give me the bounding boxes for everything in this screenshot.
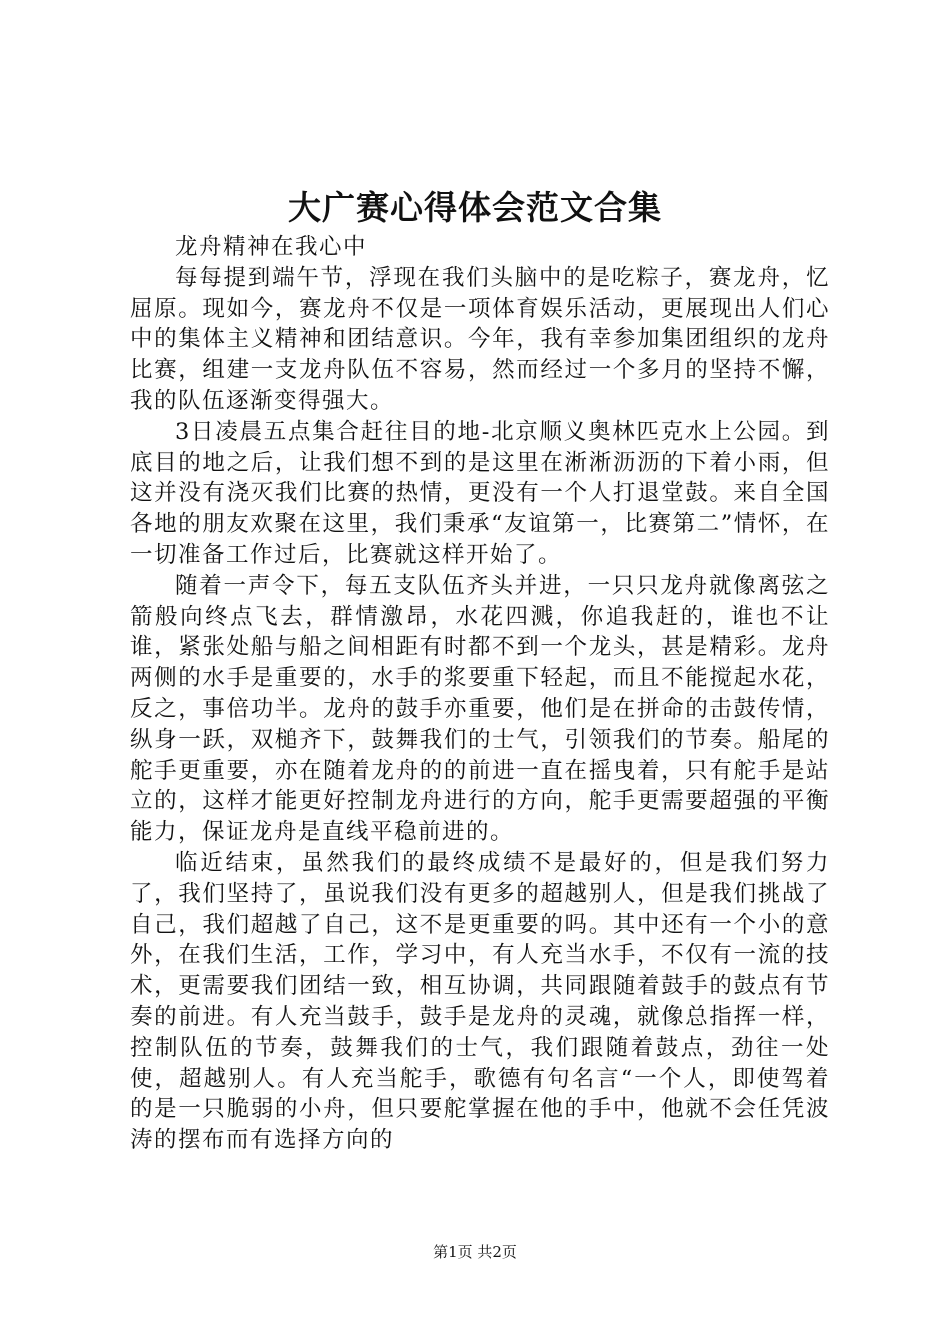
document-body	[130, 232, 830, 1156]
body-paragraph: 临近结束，虽然我们的最终成绩不是最好的，但是我们努力了，我们坚持了，虽说我们没有更多的超越别人，但是我们挑战了自己，我们超越了自己，这不是更重要的吗。其中还有一个小的意外，在我们生活，工作，学习中，有人充当水手，不仅有一流的技术，更需要我们团结一致，相互协调，共同跟随着鼓手的鼓点有节奏的前进。有人充当鼓手，鼓手是龙舟的灵魂，就像总指挥一样，控制队伍的节奏，鼓舞我们的士气，我们跟随着鼓点，劲往一处使，超越别人。有人充当舵手，歌德有句名言“一个人，即使驾着的是一只脆弱的小舟，但只要舵掌握在他的手中，他就不会任凭波涛的摆布而有选择方向的	[130, 849, 830, 1154]
body-paragraph: 每每提到端午节，浮现在我们头脑中的是吃粽子，赛龙舟，忆屈原。现如今，赛龙舟不仅是一项体育娱乐活动，更展现出人们心中的集体主义精神和团结意识。今年，我有幸参加集团组织的龙舟比赛，组建一支龙舟队伍不容易，然而经过一个多月的坚持不懈，我的队伍逐渐变得强大。	[130, 264, 830, 414]
section-heading: 龙舟精神在我心中	[175, 234, 368, 260]
body-paragraph: 3日凌晨五点集合赶往目的地-北京顺义奥林匹克水上公园。到底目的地之后，让我们想不到的是这里在淅淅沥沥的下着小雨，但这并没有浇灭我们比赛的热情，更没有一个人打退堂鼓。来自全国各地的朋友欢聚在这里，我们秉承“友谊第一，比赛第二”情怀，在一切准备工作过后，比赛就这样开始了。	[130, 418, 830, 568]
page-number-footer: 第1页 共2页	[433, 1243, 517, 1261]
body-paragraph: 随着一声令下，每五支队伍齐头并进，一只只龙舟就像离弦之箭般向终点飞去，群情激昂，水花四溅，你追我赶的，谁也不让谁，紧张处船与船之间相距有时都不到一个龙头，甚是精彩。龙舟两侧的水手是重要的，水手的浆要重下轻起，而且不能搅起水花，反之，事倍功半。龙舟的鼓手亦重要，他们是在拼命的击鼓传情，纵身一跃，双槌齐下，鼓舞我们的士气，引领我们的节奏。船尾的舵手更重要，亦在随着龙舟的的前进一直在摇曳着，只有舵手是站立的，这样才能更好控制龙舟进行的方向，舵手更需要超强的平衡能力，保证龙舟是直线平稳前进的。	[130, 572, 830, 846]
document-title: 大广赛心得体会范文合集	[288, 188, 662, 227]
